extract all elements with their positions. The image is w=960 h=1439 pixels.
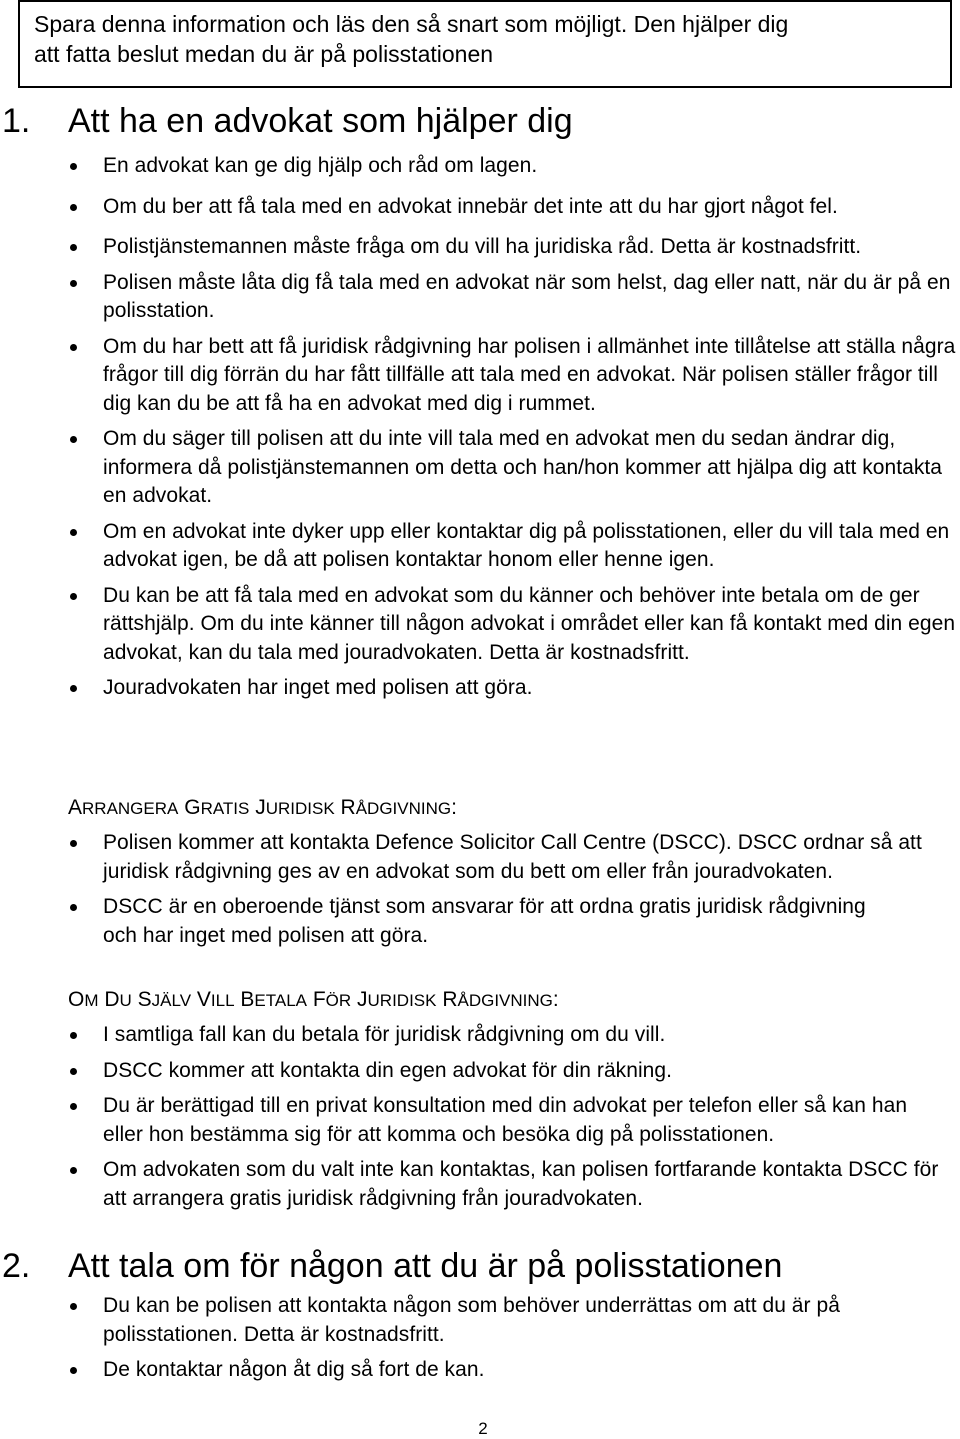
list-item: Du är berättigad till en privat konsultation med din advokat per telefon eller så kan han eller hon bestämma sig för att komma och besöka dig på polisstationen.: [0, 1092, 960, 1149]
list-item: DSCC är en oberoende tjänst som ansvarar för att ordna gratis juridisk rådgivning och har inget med polisen att göra.: [0, 893, 960, 950]
list-item: Polistjänstemannen måste fråga om du vill ha juridiska råd. Detta är kostnadsfritt.: [0, 233, 960, 262]
bullet-icon: [70, 344, 77, 351]
list-item: Om en advokat inte dyker upp eller kontaktar dig på polisstationen, eller du vill tala med en advokat igen, be då att polisen kontaktar honom eller henne igen.: [0, 518, 960, 575]
arrange-list: [0, 829, 960, 950]
bullet-icon: [70, 529, 77, 536]
list-item: Jouradvokaten har inget med polisen att göra.: [0, 674, 960, 703]
list-item: DSCC kommer att kontakta din egen advokat för din räkning.: [0, 1057, 960, 1086]
bullet-icon: [70, 1167, 77, 1174]
list-item: Om du ber att få tala med en advokat innebär det inte att du har gjort något fel.: [0, 193, 960, 222]
page-number: 2: [478, 1419, 488, 1438]
bullet-icon: [70, 1303, 77, 1310]
section-2-heading: [0, 1246, 782, 1286]
list-item: Polisen kommer att kontakta Defence Solicitor Call Centre (DSCC). DSCC ordnar så att juridisk rådgivning ges av en advokat som du bett om eller från jouradvokaten.: [0, 829, 960, 886]
notice-line-1: Spara denna information och läs den så snart som möjligt. Den hjälper dig: [34, 11, 789, 37]
selfpay-heading: OM DU SJÄLV VILL BETALA FÖR JURIDISK RÅDGIVNING:: [68, 988, 559, 1011]
bullet-icon: [70, 904, 77, 911]
bullet-icon: [70, 1032, 77, 1039]
list-item: Du kan be att få tala med en advokat som du känner och behöver inte betala om de ger rättshjälp. Om du inte känner till någon advokat i området eller kan få kontakt med din egen advokat, kan du tala med jouradvokaten. Detta är kostnadsfritt.: [0, 582, 960, 668]
bullet-icon: [70, 1068, 77, 1075]
list-item: Polisen måste låta dig få tala med en advokat när som helst, dag eller natt, när du är på en polisstation.: [0, 269, 960, 326]
list-item: Om du säger till polisen att du inte vill tala med en advokat men du sedan ändrar dig, informera då polistjänstemannen om detta och han/hon kommer att hjälpa dig att kontakta en advokat.: [0, 425, 960, 511]
bullet-icon: [70, 1103, 77, 1110]
section-2-title: Att tala om för någon att du är på polisstationen: [68, 1247, 783, 1285]
notice-box: [18, 0, 952, 88]
bullet-icon: [70, 593, 77, 600]
section-2-number: 2.: [2, 1247, 31, 1285]
section-1-title: Att ha en advokat som hjälper dig: [68, 102, 573, 140]
section-1-list: [0, 152, 960, 703]
bullet-icon: [70, 280, 77, 287]
bullet-icon: [70, 436, 77, 443]
list-item: I samtliga fall kan du betala för juridisk rådgivning om du vill.: [0, 1021, 960, 1050]
arrange-heading: ARRANGERA GRATIS JURIDISK RÅDGIVNING:: [68, 796, 457, 819]
list-item: Om du har bett att få juridisk rådgivning har polisen i allmänhet inte tillåtelse att ställa några frågor till dig förrän du har fått tillfälle att tala med en advokat. När polisen ställer frågor till dig kan du be att få ha en advokat med dig i rummet.: [0, 333, 960, 419]
section-1-number: 1.: [2, 102, 31, 140]
bullet-icon: [70, 163, 77, 170]
notice-line-2: att fatta beslut medan du är på polisstationen: [34, 41, 494, 67]
section-1-heading: [0, 101, 573, 141]
list-item: De kontaktar någon åt dig så fort de kan.: [0, 1356, 960, 1385]
selfpay-list: [0, 1021, 960, 1213]
list-item: En advokat kan ge dig hjälp och råd om lagen.: [0, 152, 960, 181]
bullet-icon: [70, 204, 77, 211]
section-2-list: [0, 1292, 960, 1385]
bullet-icon: [70, 685, 77, 692]
bullet-icon: [70, 840, 77, 847]
list-item: Om advokaten som du valt inte kan kontaktas, kan polisen fortfarande kontakta DSCC för att arrangera gratis juridisk rådgivning från jouradvokaten.: [0, 1156, 960, 1213]
bullet-icon: [70, 1367, 77, 1374]
bullet-icon: [70, 244, 77, 251]
list-item: Du kan be polisen att kontakta någon som behöver underrättas om att du är på polisstationen. Detta är kostnadsfritt.: [0, 1292, 960, 1349]
